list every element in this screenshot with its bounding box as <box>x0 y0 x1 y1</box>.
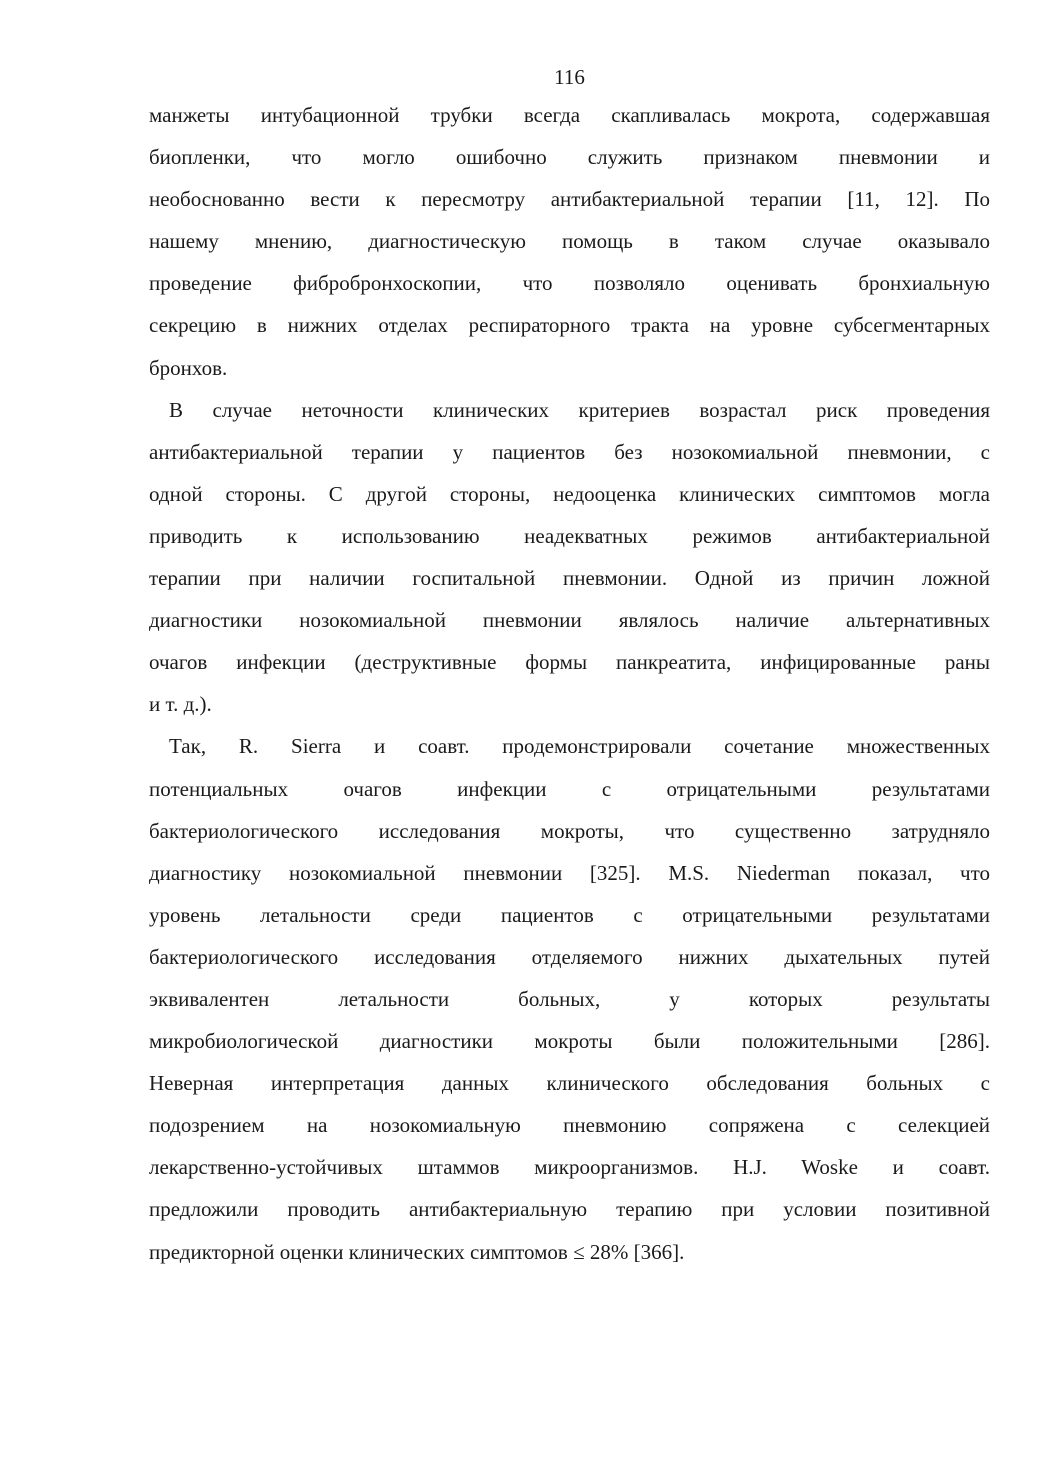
text-line: диагностики нозокомиальной пневмонии являлось наличие альтернативных <box>149 608 990 633</box>
body-text <box>149 98 990 1277</box>
text-line: необоснованно вести к пересмотру антибактериальной терапии [11, 12]. По <box>149 187 990 212</box>
text-line: В случае неточности клинических критериев возрастал риск проведения <box>169 397 990 422</box>
text-line: диагностику нозокомиальной пневмонии [325]. M.S. Niederman показал, что <box>149 860 990 885</box>
text-line: приводить к использованию неадекватных режимов антибактериальной <box>149 523 990 548</box>
text-line: и т. д.). <box>149 692 212 717</box>
text-line: терапии при наличии госпитальной пневмонии. Одной из причин ложной <box>149 566 990 591</box>
text-line: эквивалентен летальности больных, у которых результаты <box>149 986 990 1011</box>
text-line: микробиологической диагностики мокроты были положительными [286]. <box>149 1029 990 1054</box>
text-line: нашему мнению, диагностическую помощь в таком случае оказывало <box>149 229 990 254</box>
text-line: секрецию в нижних отделах респираторного тракта на уровне субсегментарных <box>149 313 990 338</box>
text-line: бактериологического исследования отделяемого нижних дыхательных путей <box>149 944 990 969</box>
text-line: бактериологического исследования мокроты, что существенно затрудняло <box>149 818 990 843</box>
text-line: потенциальных очагов инфекции с отрицательными результатами <box>149 776 990 801</box>
text-line: лекарственно-устойчивых штаммов микроорганизмов. H.J. Woske и соавт. <box>149 1155 990 1180</box>
text-line: очагов инфекции (деструктивные формы панкреатита, инфицированные раны <box>149 650 990 675</box>
text-line: уровень летальности среди пациентов с отрицательными результатами <box>149 902 990 927</box>
text-line: проведение фибробронхоскопии, что позволяло оценивать бронхиальную <box>149 271 990 296</box>
text-line: предложили проводить антибактериальную терапию при условии позитивной <box>149 1197 990 1222</box>
text-line: подозрением на нозокомиальную пневмонию сопряжена с селекцией <box>149 1113 990 1138</box>
text-line: одной стороны. С другой стороны, недооценка клинических симптомов могла <box>149 481 990 506</box>
text-line: Так, R. Sierra и соавт. продемонстрировали сочетание множественных <box>169 734 990 759</box>
text-line: биопленки, что могло ошибочно служить признаком пневмонии и <box>149 145 990 170</box>
text-line: манжеты интубационной трубки всегда скапливалась мокрота, содержавшая <box>149 103 990 127</box>
text-line: предикторной оценки клинических симптомов ≤ 28% [366]. <box>149 1239 685 1264</box>
text-line: бронхов. <box>149 355 228 380</box>
text-line: антибактериальной терапии у пациентов без нозокомиальной пневмонии, с <box>149 439 990 464</box>
page-number: 116 <box>554 65 585 89</box>
text-line: Неверная интерпретация данных клинического обследования больных с <box>149 1071 990 1096</box>
